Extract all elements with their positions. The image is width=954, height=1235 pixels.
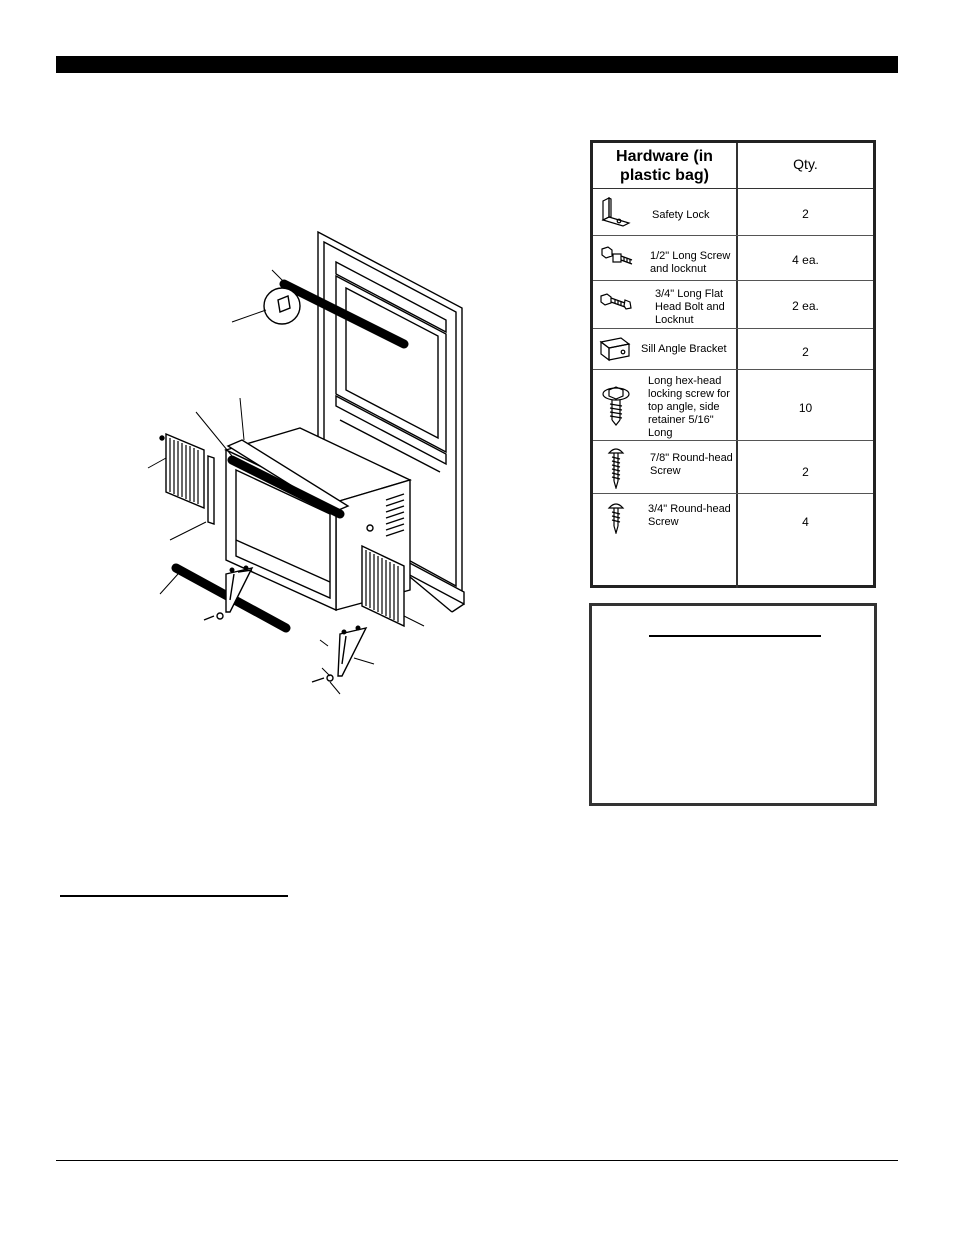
hardware-name: 3/4" Long Flat Head Bolt and Locknut xyxy=(655,288,725,326)
hardware-qty: 2 xyxy=(802,345,809,359)
screw-locknut-icon xyxy=(599,240,633,274)
hardware-qty: 2 ea. xyxy=(792,299,819,313)
table-row xyxy=(593,329,873,370)
hardware-qty: 2 xyxy=(802,207,809,221)
section-heading-underline xyxy=(60,895,288,897)
table-row xyxy=(593,236,873,281)
hardware-name: Safety Lock xyxy=(652,209,710,221)
hardware-table xyxy=(590,140,876,588)
hardware-name: 3/4" Round-head Screw xyxy=(648,503,731,528)
flat-head-bolt-icon xyxy=(599,287,633,321)
header-bar xyxy=(56,56,898,73)
table-row xyxy=(593,189,873,236)
window-installation-diagram xyxy=(140,225,480,705)
hex-head-screw-icon xyxy=(599,384,633,426)
note-title-underline xyxy=(649,635,821,637)
round-head-screw-short-icon xyxy=(599,500,633,534)
round-head-screw-long-icon xyxy=(599,445,633,489)
hardware-table-header xyxy=(593,143,873,189)
note-box xyxy=(589,603,877,806)
hardware-name: 7/8" Round-head Screw xyxy=(650,452,733,477)
hardware-column-header: Hardware (in plastic bag) xyxy=(616,148,713,184)
hardware-name: Sill Angle Bracket xyxy=(641,343,727,355)
hardware-name: Long hex-head locking screw for top angle, side retainer 5/16" Long xyxy=(648,375,730,439)
table-row xyxy=(593,281,873,329)
hardware-qty: 4 ea. xyxy=(792,253,819,267)
footer-rule xyxy=(56,1160,898,1161)
hardware-name: 1/2" Long Screw and locknut xyxy=(650,250,731,275)
table-row xyxy=(593,494,873,586)
safety-lock-icon xyxy=(599,195,633,229)
table-row xyxy=(593,370,873,441)
qty-column-header: Qty. xyxy=(793,156,818,172)
hardware-qty: 4 xyxy=(802,515,809,529)
hardware-qty: 2 xyxy=(802,465,809,479)
hardware-qty: 10 xyxy=(798,401,813,415)
table-row xyxy=(593,441,873,494)
sill-angle-bracket-icon xyxy=(599,332,633,366)
